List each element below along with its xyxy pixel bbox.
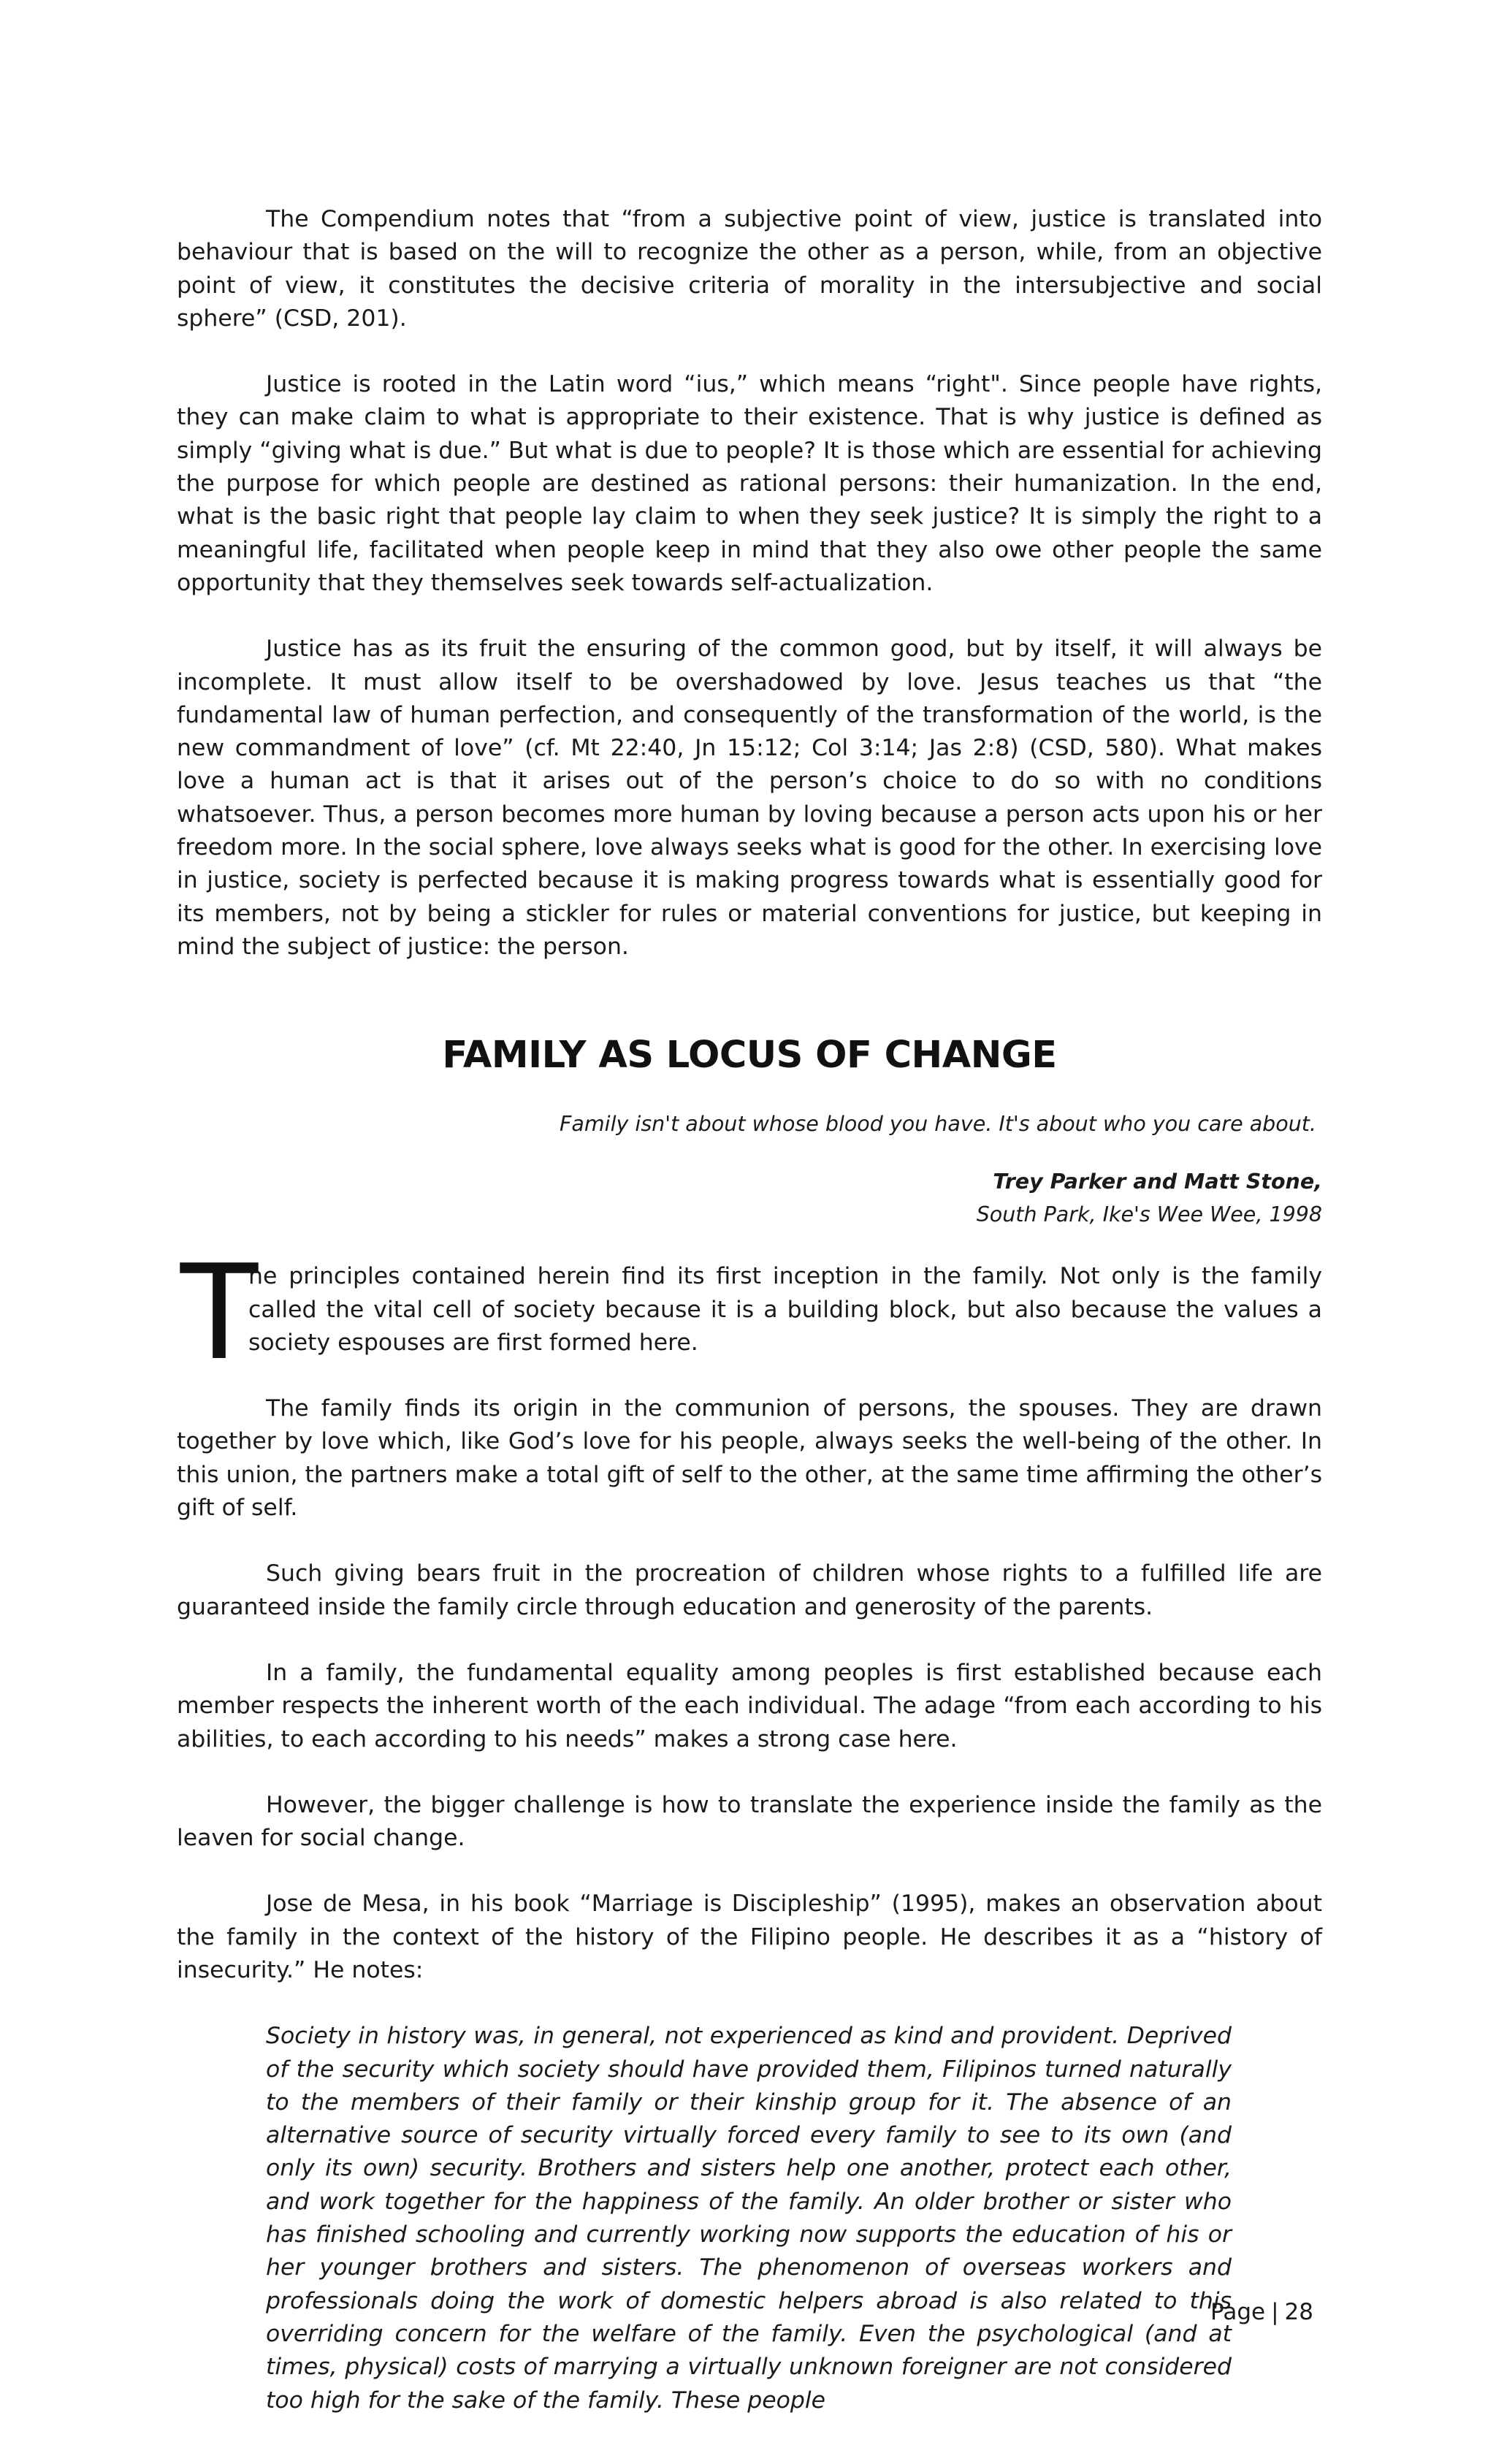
paragraph-justice-root: Justice is rooted in the Latin word “ius,” which means “right". Since people have rights, they can make claim to what is appropriate to their existence. That is why justice is defined as simply “giving what is due.” But what is due to people? It is those which are essential for achieving the purpose for which people are destined as rational persons: their humanization. In the end, what is the basic right that people lay claim to when they seek justice? It is simply the right to a meaningful life, facilitated when people keep in mind that they also owe other people the same opportunity that they themselves seek towards self-actualization.: [177, 371, 1323, 596]
epigraph-source: South Park, Ike's Wee Wee, 1998: [976, 1202, 1322, 1227]
document-body: [177, 203, 1322, 2417]
page-number-footer: [1210, 2297, 1313, 2327]
dropcap-paragraph: [177, 1233, 1322, 1389]
block-quote: Society in history was, in general, not experienced as kind and provident. Deprived of the security which society should have provided them, Filipinos turned naturally to the members of their family or their kinship group for it. The absence of an alternative source of security virtually forced every family to see to its own (and only its own) security. Brothers and sisters help one another, protect each other, and work together for the happiness of the family. An older brother or sister who has finished schooling and currently working now supports the education of his or her younger brothers and sisters. The phenomenon of overseas workers and professionals doing the work of domestic helpers abroad is also related to this overriding concern for the welfare of the family. Even the psychological (and at times, physical) costs of marrying a virtually unknown foreigner are not considered too high for the sake of the family. These people: [266, 2023, 1232, 2414]
paragraph-justice-love: Justice has as its fruit the ensuring of the common good, but by itself, it will always be incomplete. It must allow itself to be overshadowed by love. Jesus teaches us that “the fundamental law of human perfection, and consequently of the transformation of the world, is the new commandment of love” (cf. Mt 22:40, Jn 15:12; Col 3:14; Jas 2:8) (CSD, 580). What makes love a human act is that it arises out of the person’s choice to do so with no conditions whatsoever. Thus, a person becomes more human by loving because a person acts upon his or her freedom more. In the social sphere, love always seeks what is good for the other. In exercising love in justice, society is perfected because it is making progress towards what is essentially good for its members, not by being a stickler for rules or material conventions for justice, but keeping in mind the subject of justice: the person.: [177, 636, 1322, 960]
paragraph-family-origin: The family finds its origin in the communion of persons, the spouses. They are drawn together by love which, like God’s love for his people, always seeks the well-being of the other. In this union, the partners make a total gift of self to the other, at the same time affirming the other’s gift of self.: [177, 1395, 1322, 1522]
paragraph-compendium: The Compendium notes that “from a subjective point of view, justice is translated into behaviour that is based on the will to recognize the other as a person, while, from an objective point of view, it constitutes the decisive criteria of morality in the intersubjective and social sphere” (CSD, 201).: [177, 206, 1322, 332]
section-heading: FAMILY AS LOCUS OF CHANGE: [442, 1034, 1057, 1077]
page-separator: |: [1271, 2299, 1279, 2325]
dropcap-paragraph-text: he principles contained herein find its first inception in the family. Not only is the family called the vital cell of society because it is a building block, but also because the values a society espouses are first formed here.: [248, 1263, 1322, 1356]
page-label: Page: [1210, 2299, 1266, 2325]
epigraph-author: Trey Parker and Matt Stone,: [993, 1170, 1322, 1194]
paragraph-de-mesa: Jose de Mesa, in his book “Marriage is Discipleship” (1995), makes an observation about the family in the context of the history of the Filipino people. He describes it as a “history of insecurity.” He notes:: [177, 1891, 1322, 1983]
paragraph-challenge: However, the bigger challenge is how to translate the experience inside the family as the leaven for social change.: [177, 1791, 1322, 1852]
page-number: 28: [1284, 2299, 1313, 2325]
paragraph-giving-fruit: Such giving bears fruit in the procreation of children whose rights to a fulfilled life are guaranteed inside the family circle through education and generosity of the parents.: [177, 1560, 1322, 1620]
drop-cap-letter: T: [177, 1233, 262, 1389]
epigraph-quote: Family isn't about whose blood you have. It's about who you care about.: [560, 1112, 1316, 1137]
paragraph-equality: In a family, the fundamental equality among peoples is first established because each member respects the inherent worth of the each individual. The adage “from each according to his abilities, to each according to his needs” makes a strong case here.: [177, 1659, 1322, 1752]
